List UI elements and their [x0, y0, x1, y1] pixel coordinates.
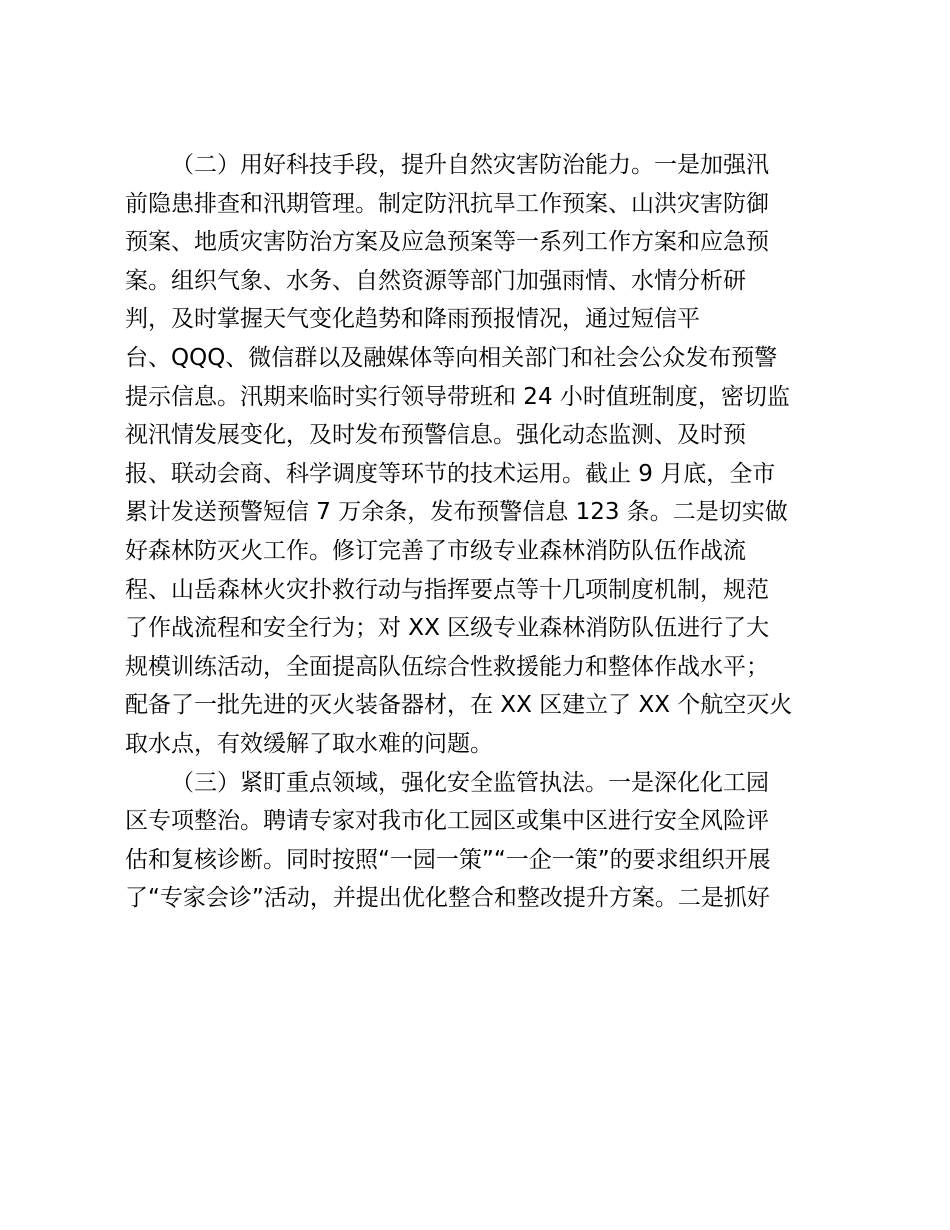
- text-line: 累计发送预警短信 7 万余条，发布预警信息 123 条。二是切实做: [125, 499, 788, 526]
- paragraph-heading-line: （二）用好科技手段，提升自然灾害防治能力。一是加强汛: [171, 152, 769, 178]
- paragraph-heading-line: （三）紧盯重点领域，强化安全监管执法。一是深化化工园: [171, 769, 769, 796]
- text-line: 判，及时掌握天气变化趋势和降雨预报情况，通过短信平: [125, 306, 700, 333]
- text-line: 估和复核诊断。同时按照“一园一策”“一企一策”的要求组织开展: [125, 846, 771, 873]
- text-line: 预案、地质灾害防治方案及应急预案等一系列工作方案和应急预: [125, 229, 769, 256]
- text-line: 前隐患排查和汛期管理。制定防汛抗旱工作预案、山洪灾害防御: [125, 190, 769, 217]
- text-line: 程、山岳森林火灾扑救行动与指挥要点等十几项制度机制，规范: [125, 576, 769, 603]
- text-line: 案。组织气象、水务、自然资源等部门加强雨情、水情分析研: [125, 267, 746, 294]
- text-line: 取水点，有效缓解了取水难的问题。: [125, 730, 493, 757]
- text-line: 区专项整治。聘请专家对我市化工园区或集中区进行安全风险评: [125, 808, 769, 835]
- text-line: 台、QQQ、微信群以及融媒体等向相关部门和社会公众发布预警: [125, 344, 778, 371]
- text-line: 了作战流程和安全行为；对 XX 区级专业森林消防队伍进行了大: [125, 615, 770, 642]
- text-line: 好森林防灭火工作。修订完善了市级专业森林消防队伍作战流: [125, 537, 746, 564]
- text-line: 提示信息。汛期来临时实行领导带班和 24 小时值班制度，密切监: [125, 383, 790, 410]
- text-line: 规模训练活动，全面提高队伍综合性救援能力和整体作战水平；: [125, 653, 769, 680]
- text-line: 配备了一批先进的灭火装备器材，在 XX 区建立了 XX 个航空灭火: [125, 692, 793, 719]
- text-line: 视汛情发展变化，及时发布预警信息。强化动态监测、及时预: [125, 422, 746, 449]
- document-body: [125, 146, 845, 918]
- text-line: 报、联动会商、科学调度等环节的技术运用。截止 9 月底，全市: [125, 460, 776, 487]
- text-line: 了“专家会诊”活动，并提出优化整合和整改提升方案。二是抓好: [125, 885, 770, 912]
